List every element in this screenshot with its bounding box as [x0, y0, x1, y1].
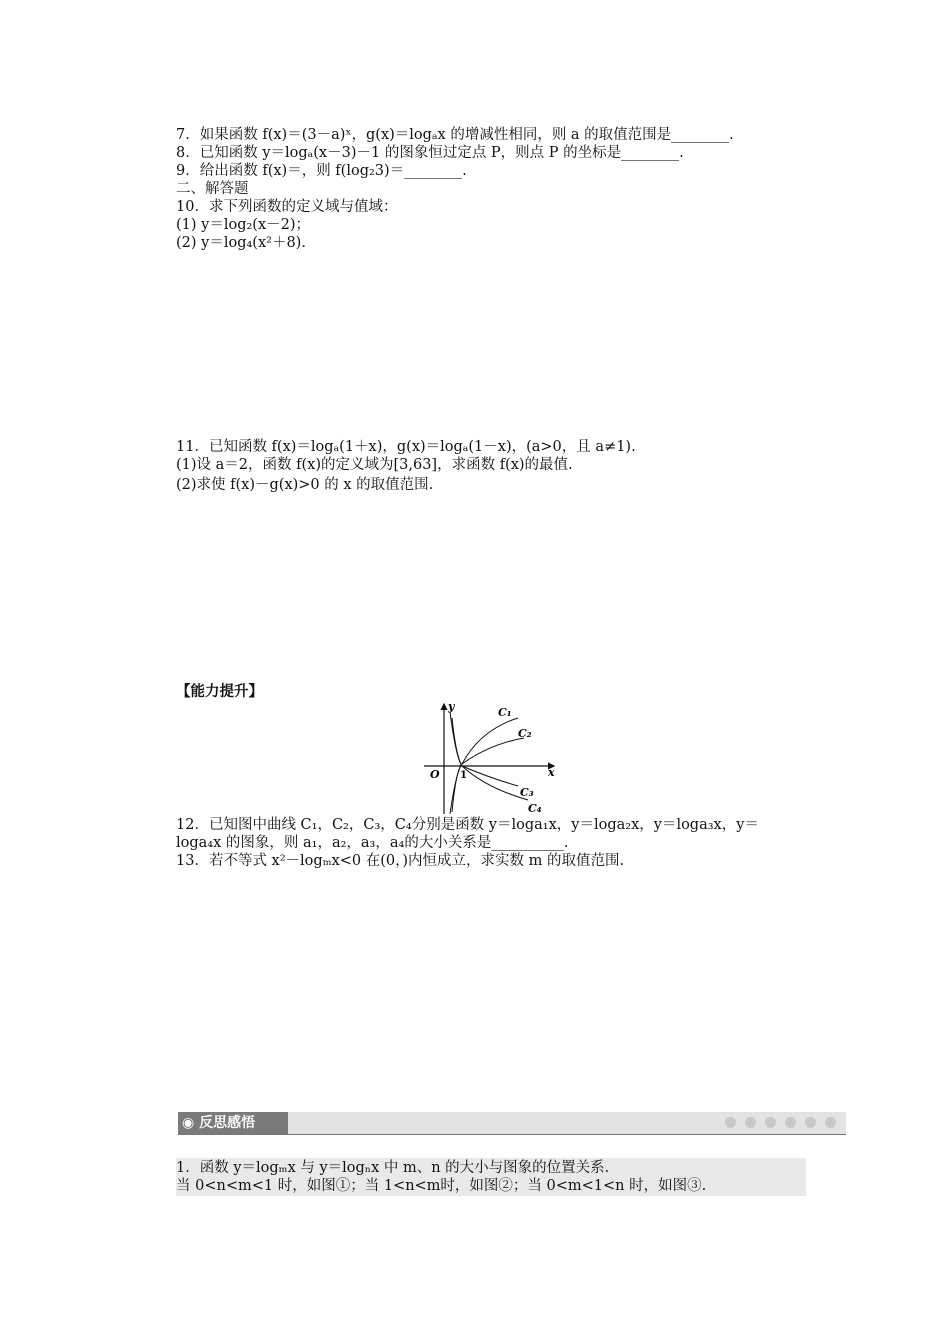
reflection-box — [176, 1158, 806, 1196]
q10-part2: (2) y＝log₄(x²＋8). — [176, 235, 306, 251]
c2-label: C₂ — [518, 727, 532, 740]
origin-label: O — [430, 768, 440, 781]
dot-icon — [745, 1117, 756, 1128]
q11-part2: (2)求使 f(x)－g(x)>0 的 x 的取值范围. — [176, 477, 434, 493]
q9-text: 9．给出函数 f(x)＝，则 f(log₂3)＝________. — [176, 163, 467, 179]
curve-c4 — [450, 712, 528, 800]
dot-icon — [805, 1117, 816, 1128]
dot-icon — [765, 1117, 776, 1128]
q7-text: 7．如果函数 f(x)＝(3－a)ˣ，g(x)＝logₐx 的增减性相同，则 a 的取值范围是________. — [176, 127, 734, 143]
q11-text: 11．已知函数 f(x)＝logₐ(1＋x)，g(x)＝logₐ(1－x)，(a>0，且 a≠1). — [176, 439, 636, 455]
banner-divider — [178, 1134, 846, 1135]
q10-part1: (1) y＝log₂(x－2)； — [176, 217, 311, 233]
q12-text-a: 12．已知图中曲线 C₁，C₂，C₃，C₄分别是函数 y＝loga₁x，y＝loga₂x，y＝loga₃x，y＝ — [176, 817, 759, 833]
q13-text: 13．若不等式 x²－logₘx<0 在(0，)内恒成立，求实数 m 的取值范围. — [176, 853, 625, 869]
reflection-line-2: 当 0<n<m<1 时，如图①；当 1<n<m时，如图②；当 0<m<1<n 时，如图③. — [176, 1178, 707, 1194]
q12-text-b: loga₄x 的图象，则 a₁，a₂，a₃，a₄的大小关系是__________. — [176, 835, 569, 851]
x-label: x — [548, 766, 555, 779]
dot-icon — [825, 1117, 836, 1128]
y-label: y — [448, 700, 455, 713]
reflection-title: ◉ 反思感悟 — [178, 1112, 288, 1134]
ability-heading: 【能力提升】 — [176, 683, 263, 700]
section-heading: 二、解答题 — [176, 181, 249, 197]
c3-label: C₃ — [520, 786, 534, 799]
reflection-banner — [178, 1112, 846, 1134]
one-label: 1 — [460, 770, 467, 781]
c4-label: C₄ — [528, 802, 542, 815]
c1-label: C₁ — [498, 706, 512, 719]
banner-dots — [725, 1117, 836, 1128]
q11-part1: (1)设 a＝2，函数 f(x)的定义域为[3,63]，求函数 f(x)的最值. — [176, 457, 573, 473]
q8-text: 8．已知函数 y＝logₐ(x－3)－1 的图象恒过定点 P，则点 P 的坐标是________. — [176, 145, 684, 161]
log-curves-graph — [420, 700, 560, 818]
reflection-line-1: 1．函数 y＝logₘx 与 y＝logₙx 中 m、n 的大小与图象的位置关系. — [176, 1160, 610, 1176]
q10-text: 10．求下列函数的定义域与值域： — [176, 199, 398, 215]
dot-icon — [785, 1117, 796, 1128]
dot-icon — [725, 1117, 736, 1128]
